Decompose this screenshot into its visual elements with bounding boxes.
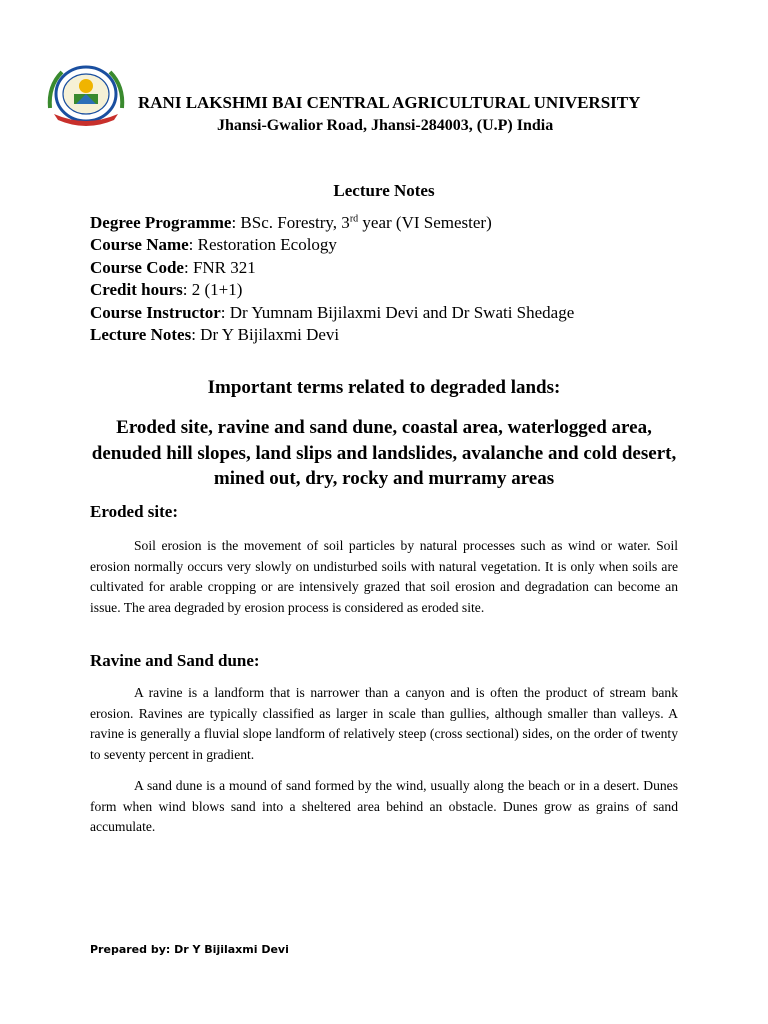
meta-value: : BSc. Forestry, 3 (231, 213, 350, 232)
meta-value: : Dr Yumnam Bijilaxmi Devi and Dr Swati Shedage (220, 302, 575, 322)
meta-key: Course Instructor (90, 302, 221, 322)
paragraph-eroded-site: Soil erosion is the movement of soil particles by natural processes such as wind or water. Soil erosion normally occurs very slowly on undisturbed soils with natural vegetation. It is only when soils are cultivated for arable cropping or are intensively grazed that soil erosion and degradation can become an issue. The area degraded by erosion process is considered as eroded site. (90, 538, 678, 615)
university-emblem-icon (44, 64, 128, 128)
meta-row-course-instructor (90, 302, 574, 324)
meta-value: : Restoration Ecology (188, 235, 337, 255)
meta-row-course-code (90, 257, 574, 279)
subtitle: Eroded site, ravine and sand dune, coastal area, waterlogged area, denuded hill slopes, land slips and landslides, avalanche and cold desert, mined out, dry, rocky and murramy areas (91, 417, 677, 489)
meta-row-degree-programme (90, 212, 574, 234)
meta-key: Credit hours (90, 280, 183, 300)
footer-prepared-by: Prepared by: Dr Y Bijilaxmi Devi (90, 943, 289, 956)
section-heading-ravine-sand-dune: Ravine and Sand dune: (90, 651, 260, 670)
meta-key: Course Name (90, 235, 189, 255)
paragraph-ravine: A ravine is a landform that is narrower than a canyon and is often the product of stream bank erosion. Ravines are typically classified as larger in scale than gullies, although smaller than valleys. A ravine is generally a fluvial slope landform of relatively steep (cross sectional) sides, on the order of twenty to seventy percent in gradient. (90, 685, 678, 762)
course-info (90, 212, 574, 346)
meta-value-superscript: rd (349, 213, 359, 225)
meta-key: Degree Programme (90, 213, 232, 232)
university-address: Jhansi-Gwalior Road, Jhansi-284003, (U.P) India (217, 117, 554, 134)
meta-row-credit-hours (90, 279, 574, 301)
section-heading-eroded-site: Eroded site: (90, 502, 178, 521)
meta-value: : 2 (1+1) (182, 280, 243, 300)
meta-key: Course Code (90, 257, 184, 277)
meta-row-lecture-notes (90, 324, 574, 346)
meta-key: Lecture Notes (90, 324, 192, 344)
paragraph-sand-dune: A sand dune is a mound of sand formed by the wind, usually along the beach or in a desert. Dunes form when wind blows sand into a sheltered area behind an obstacle. Dunes grow as grains of sand accumulate. (90, 778, 678, 834)
document-type-heading: Lecture Notes (333, 181, 435, 200)
main-title: Important terms related to degraded lands: (207, 377, 561, 398)
meta-value: year (VI Semester) (358, 213, 492, 232)
university-name: RANI LAKSHMI BAI CENTRAL AGRICULTURAL UNIVERSITY (138, 93, 641, 112)
meta-row-course-name (90, 234, 574, 256)
meta-value: : Dr Y Bijilaxmi Devi (191, 324, 340, 344)
meta-value: : FNR 321 (183, 257, 256, 277)
